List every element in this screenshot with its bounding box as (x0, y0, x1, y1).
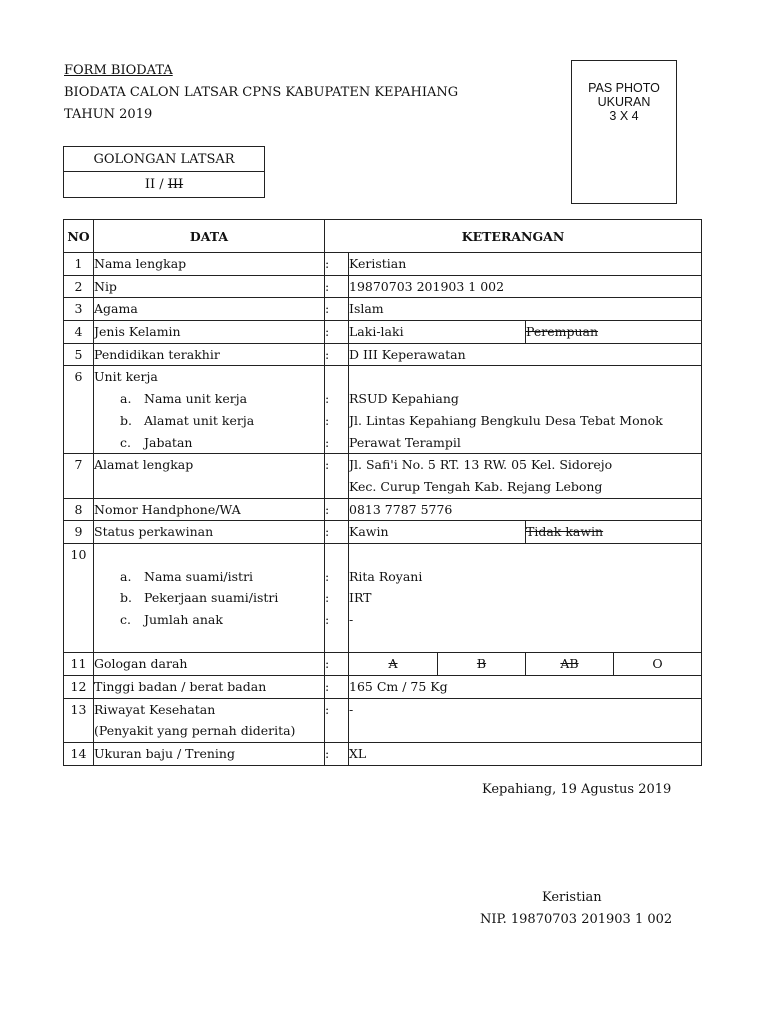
colon: : (325, 324, 330, 340)
row-value: Laki-laki (349, 324, 404, 340)
golongan-value (64, 172, 264, 198)
row-value: Kawin (349, 524, 389, 540)
form-title: FORM BIODATA (64, 63, 173, 78)
sub-item: c. Jabatan (120, 434, 193, 450)
colon: : (325, 612, 330, 627)
colon: : (325, 301, 330, 317)
row-value: Rita Royani (349, 568, 423, 584)
form-year: TAHUN 2019 (64, 107, 153, 122)
row-no: 2 (74, 278, 83, 294)
row-no: 12 (70, 679, 87, 695)
table-row (64, 521, 702, 544)
colon: : (325, 457, 330, 473)
row-label: Pendidikan terakhir (94, 346, 220, 362)
table-row (64, 743, 702, 766)
colon: : (325, 701, 330, 717)
row-value: 0813 7787 5776 (349, 501, 453, 517)
row-value: Islam (349, 301, 384, 317)
table-row (64, 366, 702, 454)
blood-type-o: O (652, 656, 663, 672)
row-value-struck: Perempuan (526, 324, 599, 340)
row-value: Keristian (349, 256, 407, 271)
row-label: Agama (94, 301, 138, 317)
row-value: D III Keperawatan (349, 346, 466, 362)
row-value: XL (349, 746, 367, 762)
table-row (64, 298, 702, 321)
sub-item: b. Pekerjaan suami/istri (120, 590, 279, 606)
golongan-box (63, 146, 265, 198)
header-keterangan: KETERANGAN (325, 220, 702, 253)
row-value: RSUD Kepahiang (349, 391, 459, 407)
sub-item: a. Nama unit kerja (120, 391, 248, 407)
row-no: 13 (70, 701, 87, 717)
colon: : (325, 346, 330, 362)
blood-type-b: B (476, 656, 487, 672)
blood-type-a: A (388, 656, 398, 672)
table-row (64, 676, 702, 699)
table-row (64, 498, 702, 521)
colon: : (325, 524, 330, 540)
table-row (64, 543, 702, 652)
row-label: Nama lengkap (94, 256, 187, 271)
row-no: 9 (74, 524, 83, 540)
row-no: 5 (74, 346, 83, 362)
row-label: Unit kerja (94, 369, 158, 385)
row-no: 10 (70, 546, 87, 562)
table-row (64, 275, 702, 298)
row-label: Ukuran baju / Trening (94, 746, 235, 762)
golongan-value-struck: III (167, 177, 184, 192)
row-value: - (349, 612, 354, 627)
signer-name: Keristian (542, 890, 602, 905)
row-value: 19870703 201903 1 002 (349, 278, 505, 294)
row-label: Jenis Kelamin (94, 324, 181, 340)
signer-nip: NIP. 19870703 201903 1 002 (480, 912, 673, 927)
colon: : (325, 278, 330, 294)
row-label: Nip (94, 278, 117, 294)
table-row (64, 454, 702, 498)
table-row (64, 343, 702, 366)
row-value-struck: Tidak kawin (526, 524, 604, 540)
row-label: Gologan darah (94, 656, 188, 672)
sub-item: a. Nama suami/istri (120, 568, 254, 584)
colon: : (325, 501, 330, 517)
row-no: 1 (74, 256, 83, 271)
row-value: Kec. Curup Tengah Kab. Rejang Lebong (349, 478, 603, 494)
row-no: 8 (74, 501, 83, 517)
header-no: NO (64, 220, 94, 253)
row-label: Status perkawinan (94, 524, 214, 540)
row-value: Perawat Terampil (349, 434, 461, 450)
photo-line-2: UKURAN (597, 95, 651, 109)
table-row (64, 653, 702, 676)
header-data: DATA (94, 220, 325, 253)
colon: : (325, 568, 330, 584)
table-row (64, 321, 702, 344)
table-row (64, 698, 702, 742)
colon: : (325, 656, 330, 672)
table-row (64, 253, 702, 276)
colon: : (325, 391, 330, 407)
sub-item: c. Jumlah anak (120, 612, 223, 627)
colon: : (325, 746, 330, 762)
biodata-table (63, 219, 702, 766)
row-label-note: (Penyakit yang pernah diderita) (94, 723, 296, 739)
row-no: 3 (74, 301, 83, 317)
row-label: Nomor Handphone/WA (94, 501, 241, 517)
row-value: Jl. Lintas Kepahiang Bengkulu Desa Tebat Monok (349, 412, 663, 428)
form-subtitle: BIODATA CALON LATSAR CPNS KABUPATEN KEPAHIANG (64, 85, 459, 100)
colon: : (325, 679, 330, 695)
colon: : (325, 590, 330, 606)
row-label: Tinggi badan / berat badan (94, 679, 267, 695)
colon: : (325, 256, 330, 271)
row-value: - (349, 701, 354, 717)
row-label: Riwayat Kesehatan (94, 701, 216, 717)
golongan-label: GOLONGAN LATSAR (64, 147, 264, 172)
row-value: 165 Cm / 75 Kg (349, 679, 448, 695)
pas-photo-box (571, 60, 677, 204)
row-value: Jl. Safi'i No. 5 RT. 13 RW. 05 Kel. Sidorejo (349, 457, 613, 473)
colon: : (325, 412, 330, 428)
row-value: IRT (349, 590, 372, 606)
blood-type-ab: AB (560, 656, 579, 672)
row-no: 14 (70, 746, 87, 762)
table-header-row (64, 220, 702, 253)
colon: : (325, 434, 330, 450)
photo-line-3: 3 X 4 (609, 109, 639, 123)
row-no: 7 (74, 457, 83, 473)
golongan-value-kept: II / (144, 177, 168, 192)
row-no: 4 (74, 324, 83, 340)
row-no: 6 (74, 369, 83, 385)
row-no: 11 (70, 656, 87, 672)
photo-line-1: PAS PHOTO (588, 81, 660, 95)
row-label: Alamat lengkap (94, 457, 194, 473)
place-date: Kepahiang, 19 Agustus 2019 (482, 782, 672, 797)
sub-item: b. Alamat unit kerja (120, 412, 255, 428)
